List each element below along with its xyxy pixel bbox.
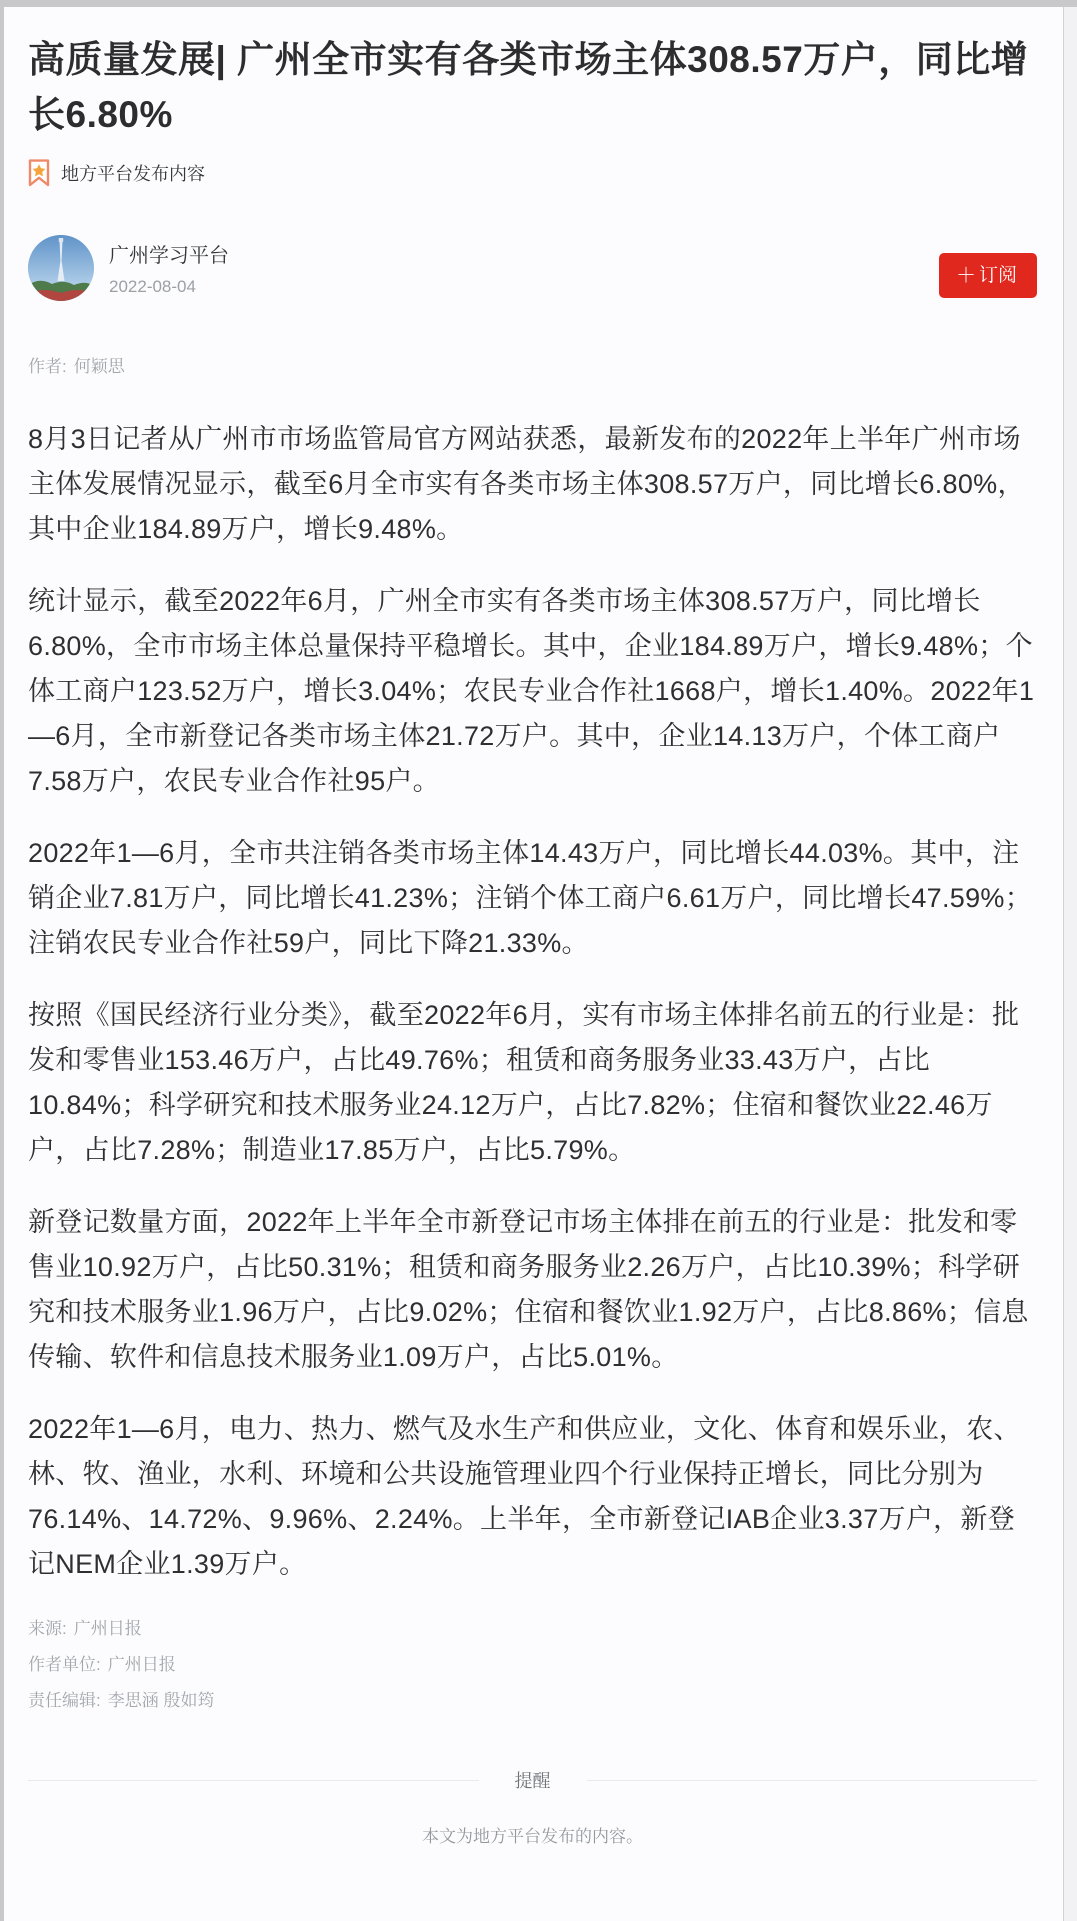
- subscribe-button[interactable]: [939, 253, 1037, 298]
- notice-title: 提醒: [514, 1771, 551, 1791]
- platform-badge: [28, 159, 1037, 187]
- article-body: [28, 417, 1037, 1587]
- badge-label: 地方平台发布内容: [61, 164, 205, 184]
- article-paragraph: 2022年1—6月，全市共注销各类市场主体14.43万户，同比增长44.03%。其中，注销企业7.81万户，同比增长41.23%；注销个体工商户6.61万户，同比增长47.59%；注销农民专业合作社59户，同比下降21.33%。: [28, 838, 1033, 958]
- byline-label: 作者:: [28, 357, 67, 376]
- editor-label: 责任编辑:: [28, 1691, 101, 1710]
- window-left-edge: [0, 0, 4, 1921]
- article-page: [4, 7, 1063, 1921]
- source-line: [28, 1614, 1037, 1639]
- article-paragraph: 8月3日记者从广州市市场监管局官方网站获悉，最新发布的2022年上半年广州市场主体发展情况显示，截至6月全市实有各类市场主体308.57万户，同比增长6.80%，其中企业184.89万户，增长9.48%。: [28, 424, 1025, 544]
- article-paragraph: 新登记数量方面，2022年上半年全市新登记市场主体排在前五的行业是：批发和零售业10.92万户，占比50.31%；租赁和商务服务业2.26万户，占比10.39%；科学研究和技术服务业1.96万户，占比9.02%；住宿和餐饮业1.92万户，占比8.86%；信息传输、软件和信息技术服务业1.09万户，占比5.01%。: [28, 1207, 1029, 1372]
- source-value: 广州日报: [73, 1619, 142, 1638]
- article-paragraph: 统计显示，截至2022年6月，广州全市实有各类市场主体308.57万户，同比增长6.80%，全市市场主体总量保持平稳增长。其中，企业184.89万户，增长9.48%；个体工商户123.52万户，增长3.04%；农民专业合作社1668户，增长1.40%。2022年1—6月，全市新登记各类市场主体21.72万户。其中，企业14.13万户，个体工商户7.58万户，农民专业合作社95户。: [28, 586, 1035, 796]
- source-label: 来源:: [28, 1619, 67, 1638]
- article-title: 高质量发展| 广州全市实有各类市场主体308.57万户，同比增长6.80%: [28, 39, 1029, 135]
- author-unit-line: [28, 1650, 1037, 1675]
- editor-value: 李思涵 殷如筠: [107, 1691, 215, 1710]
- notice-text: 本文为地方平台发布的内容。: [422, 1827, 643, 1846]
- byline: [28, 352, 1037, 377]
- window-top-edge: [0, 0, 1077, 7]
- divider-line-left: [28, 1780, 479, 1781]
- author-card: [28, 235, 1037, 301]
- subscribe-label: 订阅: [978, 265, 1017, 286]
- article-paragraph: 2022年1—6月，电力、热力、燃气及水生产和供应业，文化、体育和娱乐业，农、林、牧、渔业，水利、环境和公共设施管理业四个行业保持正增长，同比分别为76.14%、14.72%、9.96%、2.24%。上半年，全市新登记IAB企业3.37万户，新登记NEM企业1.39万户。: [28, 1414, 1021, 1579]
- article-paragraph: 按照《国民经济行业分类》，截至2022年6月，实有市场主体排名前五的行业是：批发和零售业153.46万户，占比49.76%；租赁和商务服务业33.43万户，占比10.84%；科学研究和技术服务业24.12万户，占比7.82%；住宿和餐饮业22.46万户，占比7.28%；制造业17.85万户，占比5.79%。: [28, 1000, 1020, 1165]
- byline-author: 何颖思: [73, 357, 125, 376]
- author-meta: [109, 239, 939, 297]
- avatar[interactable]: [28, 235, 94, 301]
- scrollbar[interactable]: [1063, 7, 1077, 1921]
- divider-line-right: [587, 1780, 1038, 1781]
- author-unit-label: 作者单位:: [28, 1655, 101, 1674]
- bookmark-star-icon: [28, 159, 50, 187]
- author-name[interactable]: 广州学习平台: [109, 245, 229, 267]
- author-unit-value: 广州日报: [107, 1655, 176, 1674]
- publish-date: 2022-08-04: [109, 277, 196, 296]
- editor-line: [28, 1686, 1037, 1711]
- notice-divider: [28, 1767, 1037, 1793]
- plus-icon: ＋: [955, 264, 976, 287]
- article-meta: [28, 1614, 1037, 1711]
